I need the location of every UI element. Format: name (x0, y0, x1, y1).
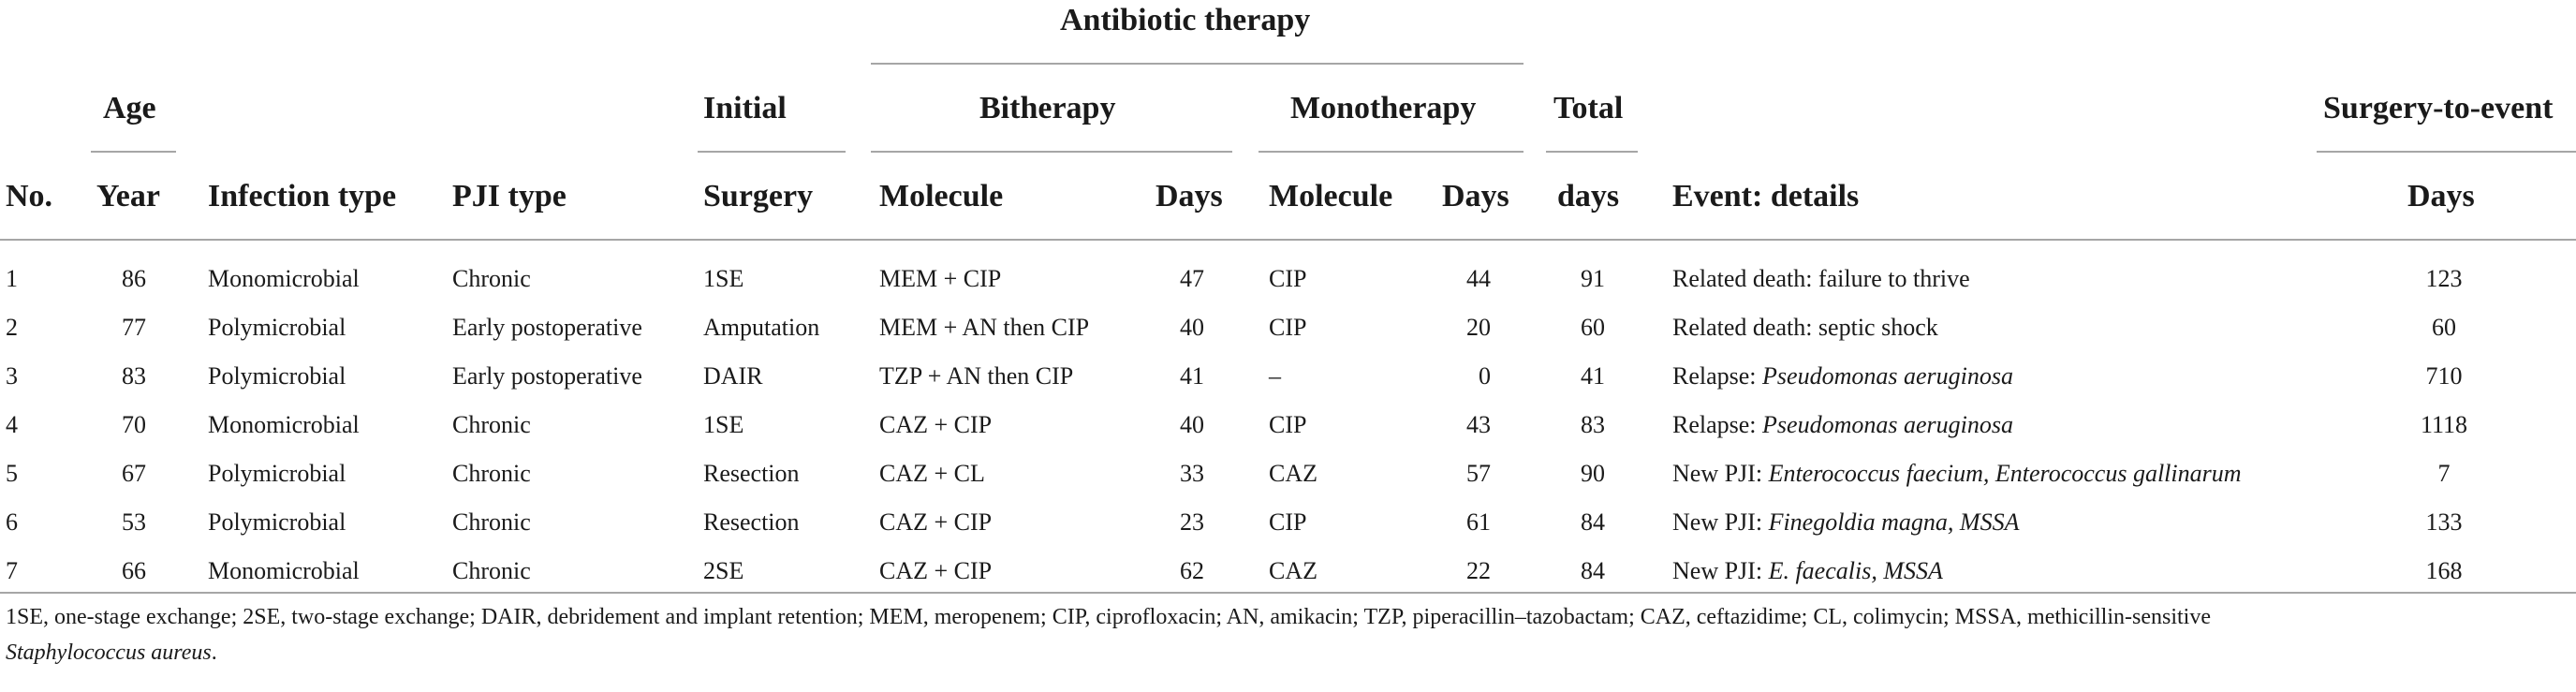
cell-bitherapy-days: 40 (1180, 411, 1204, 438)
event-organism: Enterococcus faecium, Enterococcus gallinarum (1768, 460, 2242, 487)
footnote-organism: Staphylococcus aureus (6, 640, 212, 665)
cell-surgery-to-event-days: 133 (2425, 508, 2463, 536)
cell-infection-type: Polymicrobial (208, 314, 346, 341)
event-text: Related death: septic shock (1672, 314, 1938, 341)
cell-event-details (1672, 556, 1943, 586)
header-no: No. (6, 179, 53, 213)
cell-initial-surgery: Amputation (703, 314, 820, 341)
rule-antibiotic-therapy (871, 63, 1524, 65)
cell-bitherapy-days: 41 (1180, 362, 1204, 390)
cell-age: 83 (122, 362, 146, 390)
cell-monotherapy-days: 0 (1479, 362, 1491, 390)
cell-initial-surgery: 2SE (703, 557, 744, 584)
header-antibiotic-therapy: Antibiotic therapy (1060, 3, 1311, 37)
cell-age: 86 (122, 265, 146, 292)
cell-age: 66 (122, 557, 146, 584)
event-organism: Pseudomonas aeruginosa (1762, 411, 2013, 438)
rule-bitherapy (871, 151, 1232, 153)
cell-event-details (1672, 313, 1938, 343)
cell-event-details (1672, 459, 2242, 489)
cell-bitherapy-days: 62 (1180, 557, 1204, 584)
cell-monotherapy-molecule: CAZ (1269, 460, 1317, 487)
cell-age: 77 (122, 314, 146, 341)
cell-pji-type: Chronic (452, 411, 531, 438)
header-bottom-rule (0, 239, 2576, 241)
header-bitherapy: Bitherapy (979, 91, 1116, 125)
event-organism: Finegoldia magna, MSSA (1768, 508, 2020, 536)
cell-initial-surgery: Resection (703, 460, 800, 487)
cell-bitherapy-molecule: MEM + CIP (879, 265, 1002, 292)
cell-monotherapy-days: 44 (1466, 265, 1491, 292)
header-age: Age (103, 91, 156, 125)
cell-monotherapy-days: 43 (1466, 411, 1491, 438)
cell-pji-type: Early postoperative (452, 314, 642, 341)
event-organism: E. faecalis, MSSA (1768, 557, 1943, 584)
event-text: New PJI: (1672, 460, 1769, 487)
header-bitherapy-days: Days (1156, 179, 1223, 213)
header-pji-type: PJI type (452, 179, 567, 213)
cell-pji-type: Chronic (452, 265, 531, 292)
cell-no: 7 (6, 557, 18, 584)
header-surgery-to-event-days: Days (2407, 179, 2475, 213)
cell-bitherapy-molecule: TZP + AN then CIP (879, 362, 1074, 390)
header-surgery-to-event: Surgery-to-event (2323, 91, 2554, 125)
header-bitherapy-molecule: Molecule (879, 179, 1004, 213)
cell-infection-type: Polymicrobial (208, 508, 346, 536)
cell-infection-type: Monomicrobial (208, 265, 360, 292)
cell-event-details (1672, 361, 2013, 391)
cell-monotherapy-molecule: CIP (1269, 411, 1307, 438)
cell-bitherapy-molecule: CAZ + CIP (879, 508, 993, 536)
cell-total-days: 83 (1581, 411, 1605, 438)
header-initial: Initial (703, 91, 787, 125)
cell-no: 5 (6, 460, 18, 487)
event-text: New PJI: (1672, 557, 1769, 584)
rule-surgery-to-event (2317, 151, 2576, 153)
cell-no: 2 (6, 314, 18, 341)
rule-total (1546, 151, 1638, 153)
cell-surgery-to-event-days: 7 (2437, 460, 2451, 487)
cell-bitherapy-days: 23 (1180, 508, 1204, 536)
cell-infection-type: Monomicrobial (208, 411, 360, 438)
cell-surgery-to-event-days: 60 (2432, 314, 2456, 341)
cell-monotherapy-molecule: – (1269, 362, 1281, 390)
cell-bitherapy-days: 40 (1180, 314, 1204, 341)
cell-initial-surgery: Resection (703, 508, 800, 536)
cell-surgery-to-event-days: 1118 (2420, 411, 2468, 438)
rule-initial (698, 151, 846, 153)
cell-no: 6 (6, 508, 18, 536)
footnote-line-2 (6, 635, 2571, 670)
cell-surgery-to-event-days: 710 (2425, 362, 2463, 390)
cell-monotherapy-molecule: CAZ (1269, 557, 1317, 584)
event-text: New PJI: (1672, 508, 1769, 536)
table-bottom-rule (0, 592, 2576, 594)
cell-total-days: 90 (1581, 460, 1605, 487)
cell-monotherapy-days: 20 (1466, 314, 1491, 341)
event-text: Related death: failure to thrive (1672, 265, 1970, 292)
cell-monotherapy-days: 57 (1466, 460, 1491, 487)
header-infection-type: Infection type (208, 179, 397, 213)
cell-total-days: 91 (1581, 265, 1605, 292)
cell-initial-surgery: DAIR (703, 362, 763, 390)
cell-total-days: 84 (1581, 557, 1605, 584)
footnote (6, 599, 2571, 670)
cell-infection-type: Polymicrobial (208, 460, 346, 487)
cell-infection-type: Monomicrobial (208, 557, 360, 584)
cell-bitherapy-days: 33 (1180, 460, 1204, 487)
rule-age (91, 151, 176, 153)
event-text: Relapse: (1672, 362, 1763, 390)
cell-age: 70 (122, 411, 146, 438)
cell-event-details (1672, 264, 1970, 294)
cell-no: 3 (6, 362, 18, 390)
cell-pji-type: Chronic (452, 460, 531, 487)
cell-monotherapy-molecule: CIP (1269, 314, 1307, 341)
rule-monotherapy (1259, 151, 1524, 153)
header-monotherapy-days: Days (1442, 179, 1509, 213)
cell-bitherapy-molecule: CAZ + CIP (879, 557, 993, 584)
cell-surgery-to-event-days: 168 (2425, 557, 2463, 584)
cell-monotherapy-days: 22 (1466, 557, 1491, 584)
cell-pji-type: Chronic (452, 557, 531, 584)
cell-infection-type: Polymicrobial (208, 362, 346, 390)
cell-bitherapy-molecule: CAZ + CL (879, 460, 985, 487)
cell-monotherapy-molecule: CIP (1269, 265, 1307, 292)
cell-bitherapy-molecule: MEM + AN then CIP (879, 314, 1090, 341)
header-year: Year (96, 179, 160, 213)
header-event-details: Event: details (1672, 179, 1860, 213)
footnote-period: . (211, 640, 217, 665)
header-monotherapy-molecule: Molecule (1269, 179, 1393, 213)
cell-total-days: 41 (1581, 362, 1605, 390)
cell-no: 1 (6, 265, 18, 292)
cell-pji-type: Chronic (452, 508, 531, 536)
cell-total-days: 84 (1581, 508, 1605, 536)
cell-age: 67 (122, 460, 146, 487)
cell-initial-surgery: 1SE (703, 265, 744, 292)
cell-monotherapy-molecule: CIP (1269, 508, 1307, 536)
cell-total-days: 60 (1581, 314, 1605, 341)
header-total-days: days (1557, 179, 1620, 213)
cell-monotherapy-days: 61 (1466, 508, 1491, 536)
header-total: Total (1553, 91, 1624, 125)
cell-event-details (1672, 508, 2019, 537)
cell-surgery-to-event-days: 123 (2425, 265, 2463, 292)
cell-pji-type: Early postoperative (452, 362, 642, 390)
cell-no: 4 (6, 411, 18, 438)
event-text: Relapse: (1672, 411, 1763, 438)
cell-bitherapy-days: 47 (1180, 265, 1204, 292)
header-surgery: Surgery (703, 179, 814, 213)
cell-event-details (1672, 410, 2013, 440)
header-monotherapy: Monotherapy (1290, 91, 1477, 125)
footnote-line-1: 1SE, one-stage exchange; 2SE, two-stage exchange; DAIR, debridement and implant retention; MEM, meropenem; CIP, ciprofloxacin; AN, amikacin; TZP, piperacillin–tazobactam; CAZ, ceftazidime; CL, colimycin; MSSA, methicillin-sensitive (6, 605, 2211, 629)
cell-age: 53 (122, 508, 146, 536)
cell-bitherapy-molecule: CAZ + CIP (879, 411, 993, 438)
event-organism: Pseudomonas aeruginosa (1762, 362, 2013, 390)
cell-initial-surgery: 1SE (703, 411, 744, 438)
